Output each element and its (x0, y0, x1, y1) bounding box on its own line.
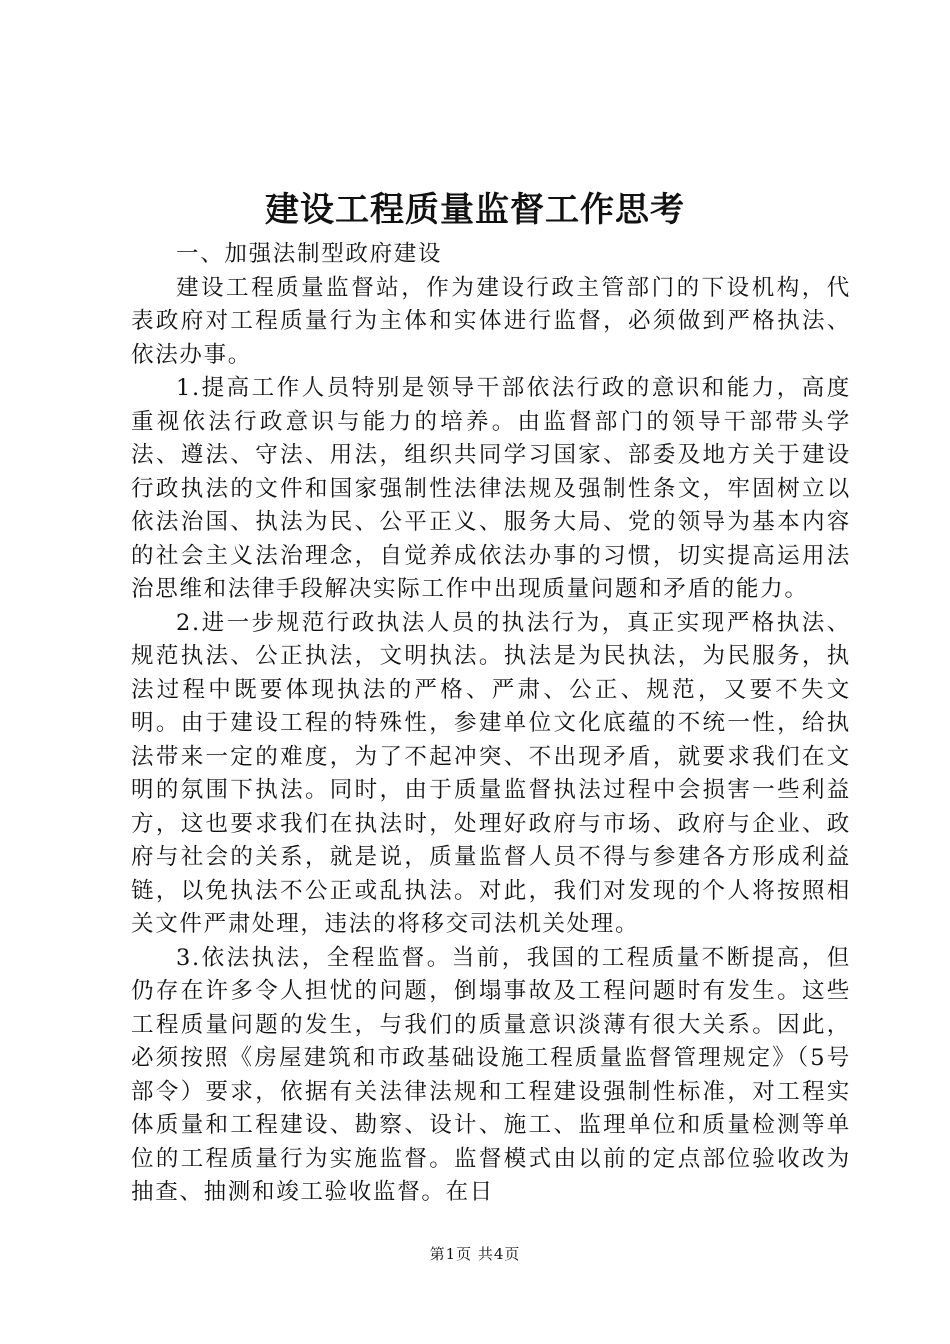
document-body (131, 238, 851, 1210)
paragraph-intro: 建设工程质量监督站，作为建设行政主管部门的下设机构，代表政府对工程质量行为主体和实体进行监督，必须做到严格执法、依法办事。 (131, 274, 851, 368)
paragraph-item-2: 2.进一步规范行政执法人员的执法行为，真正实现严格执法、规范执法、公正执法，文明执法。执法是为民执法，为民服务，执法过程中既要体现执法的严格、严肃、公正、规范，又要不失文明。由于建设工程的特殊性，参建单位文化底蕴的不统一性，给执法带来一定的难度，为了不起冲突、不出现矛盾，就要求我们在文明的氛围下执法。同时，由于质量监督执法过程中会损害一些利益方，这也要求我们在执法时，处理好政府与市场、政府与企业、政府与社会的关系，就是说，质量监督人员不得与参建各方形成利益链，以免执法不公正或乱执法。对此，我们对发现的个人将按照相关文件严肃处理，违法的将移交司法机关处理。 (131, 609, 851, 937)
section-heading: 一、加强法制型政府建设 (176, 241, 443, 267)
paragraph-item-1: 1.提高工作人员特别是领导干部依法行政的意识和能力，高度重视依法行政意识与能力的培养。由监督部门的领导干部带头学法、遵法、守法、用法，组织共同学习国家、部委及地方关于建设行政执法的文件和国家强制性法律法规及强制性条文，牢固树立以依法治国、执法为民、公平正义、服务大局、党的领导为基本内容的社会主义法治理念，自觉养成依法办事的习惯，切实提高运用法治思维和法律手段解决实际工作中出现质量问题和矛盾的能力。 (131, 375, 851, 602)
paragraph-item-3: 3.依法执法，全程监督。当前，我国的工程质量不断提高，但仍存在许多令人担忧的问题，倒塌事故及工程问题时有发生。这些工程质量问题的发生，与我们的质量意识淡薄有很大关系。因此，必须按照《房屋建筑和市政基础设施工程质量监督管理规定》（5号部令）要求，依据有关法律法规和工程建设强制性标准，对工程实体质量和工程建设、勘察、设计、施工、监理单位和质量检测等单位的工程质量行为实施监督。监督模式由以前的定点部位验收改为抽查、抽测和竣工验收监督。在日 (131, 944, 851, 1205)
document-title: 建设工程质量监督工作思考 (265, 190, 685, 230)
page-footer: 第1页 共4页 (429, 1245, 521, 1263)
